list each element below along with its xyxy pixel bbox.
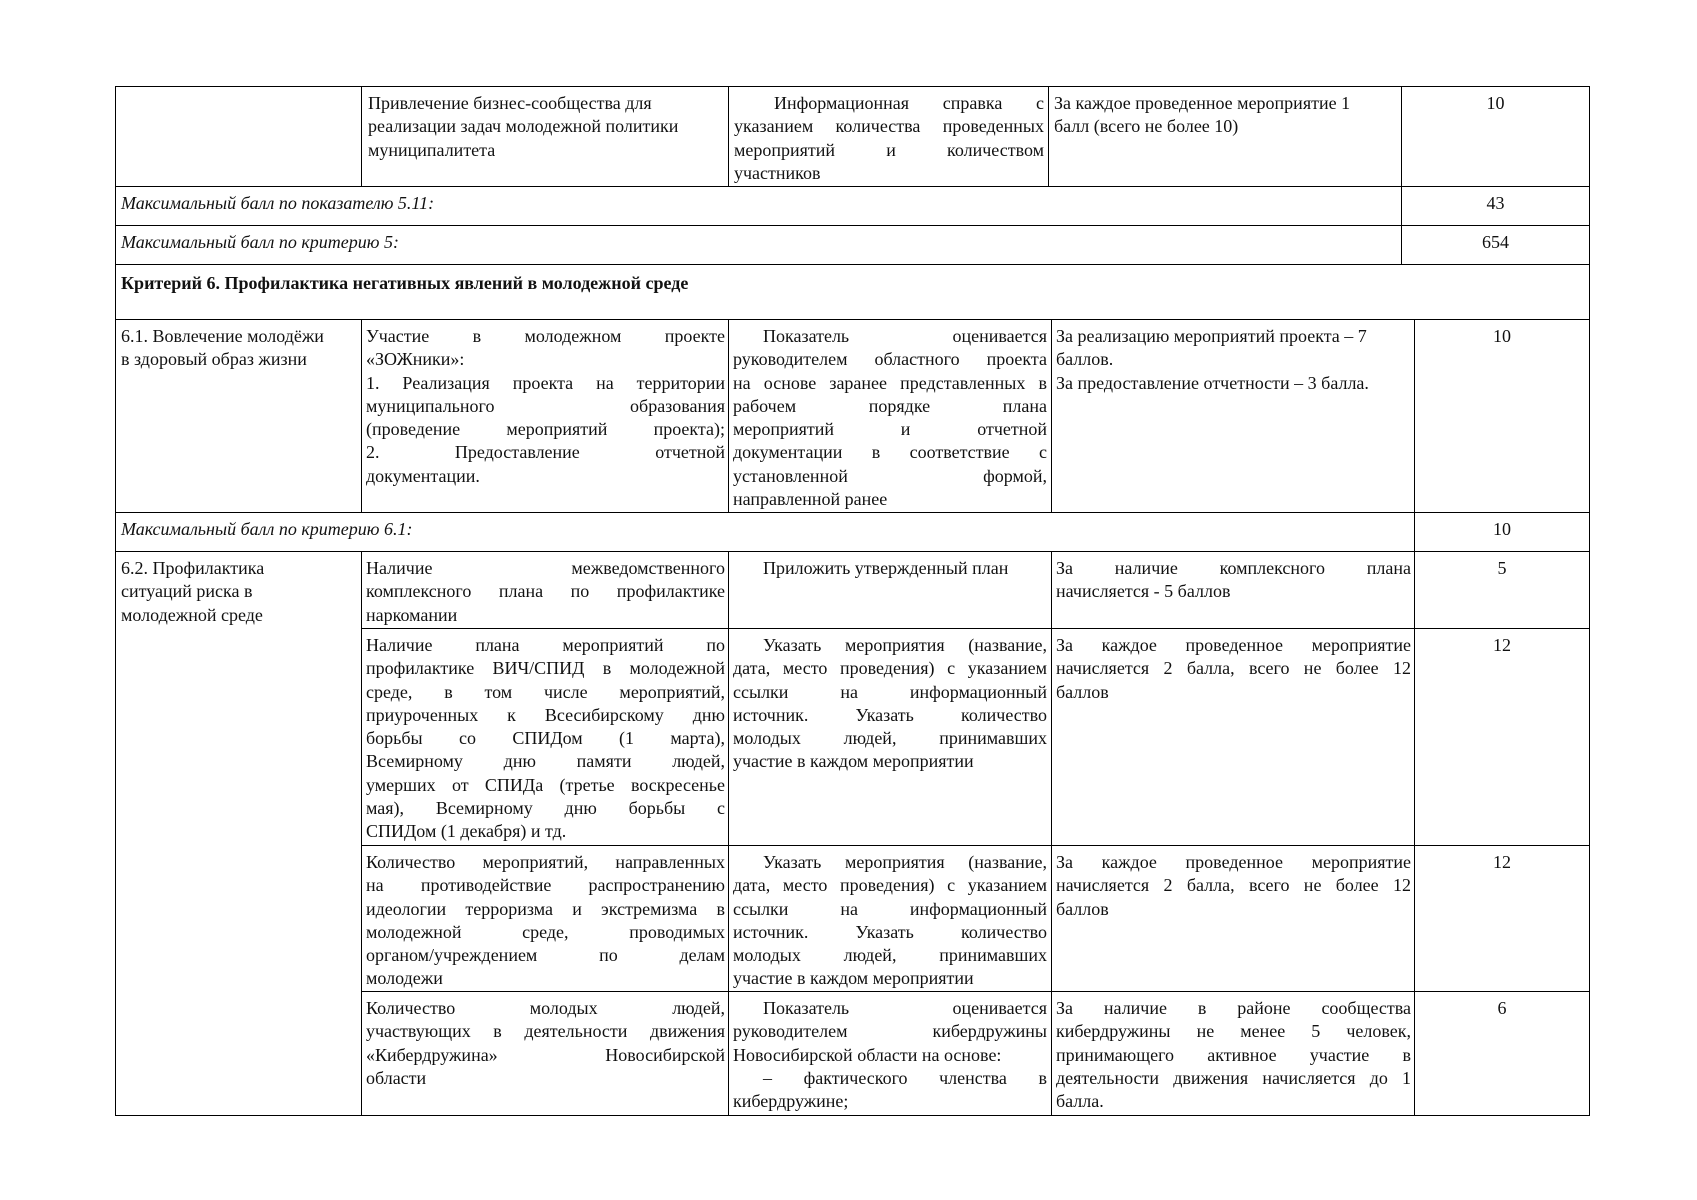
row-6-2d-indicator bbox=[366, 997, 725, 1090]
row-6-2b-doc bbox=[733, 634, 1047, 774]
text-line: указанием количества проведенных bbox=[734, 116, 1044, 137]
text-line: руководителем кибердружины bbox=[733, 1021, 1047, 1042]
row-6-2a-indicator bbox=[366, 557, 725, 627]
text-line: Новосибирской области на основе: bbox=[733, 1044, 1002, 1065]
text-line: деятельности движения начисляется до 1 bbox=[1056, 1067, 1411, 1088]
text-line: документации в соответствие с bbox=[733, 442, 1047, 463]
row-6-2-name bbox=[121, 557, 359, 627]
text-line: приуроченных к Всесибирскому дню bbox=[366, 704, 725, 725]
text-line: идеологии терроризма и экстремизма в bbox=[366, 898, 725, 919]
text-line: области bbox=[366, 1067, 427, 1088]
text-line: Наличие плана мероприятий по bbox=[366, 635, 725, 655]
text-line: муниципального образования bbox=[366, 395, 725, 416]
business-criteria bbox=[1054, 92, 1399, 139]
row-6-1-doc bbox=[733, 325, 1047, 511]
text-line: «Кибердружина» Новосибирской bbox=[366, 1044, 725, 1065]
row-6-2c-indicator bbox=[366, 851, 725, 991]
text-line: Участие в молодежном проекте bbox=[366, 326, 725, 346]
text-line: молодежной среде, проводимых bbox=[366, 921, 725, 942]
text-line: наркомании bbox=[366, 604, 458, 625]
row-6-1-name bbox=[121, 325, 359, 372]
text-line: на основе заранее представленных в bbox=[733, 372, 1047, 393]
text-line: Всемирному дню памяти людей, bbox=[366, 751, 725, 772]
text-line: «ЗОЖники»: bbox=[366, 349, 465, 370]
text-line: принимающего активное участие в bbox=[1056, 1044, 1411, 1065]
text-line: СПИДом (1 декабря) и тд. bbox=[366, 821, 567, 842]
max-score-5-11-label: Максимальный балл по показателю 5.11: bbox=[121, 193, 435, 213]
row-6-1-indicator bbox=[366, 325, 725, 488]
row-6-2c-doc bbox=[733, 851, 1047, 991]
text-line: Привлечение бизнес-сообщества для bbox=[368, 93, 652, 113]
text-line: – фактического членства в bbox=[763, 1067, 1047, 1088]
text-line: 6.1. Вовлечение молодёжи bbox=[121, 326, 324, 346]
text-line: Указать мероприятия (название, bbox=[763, 635, 1047, 655]
row-6-2d-score: 6 bbox=[1497, 998, 1507, 1018]
text-line: Количество молодых людей, bbox=[366, 998, 725, 1018]
text-line: баллов bbox=[1056, 681, 1109, 702]
text-line: (проведение мероприятий проекта); bbox=[366, 419, 725, 440]
text-line: баллов bbox=[1056, 898, 1109, 919]
text-line: балл (всего не более 10) bbox=[1054, 116, 1239, 137]
text-line: комплексного плана по профилактике bbox=[366, 581, 725, 602]
text-line: Показатель оценивается bbox=[763, 998, 1047, 1018]
text-line: органом/учреждением по делам bbox=[366, 945, 725, 966]
text-line: реализации задач молодежной политики bbox=[368, 116, 679, 137]
row-6-2a-score: 5 bbox=[1497, 558, 1507, 578]
row-6-2a-doc bbox=[733, 557, 1047, 580]
text-line: муниципалитета bbox=[368, 139, 496, 160]
text-line: Количество мероприятий, направленных bbox=[366, 852, 725, 872]
text-line: борьбы со СПИДом (1 марта), bbox=[366, 728, 725, 749]
max-score-6-1-label: Максимальный балл по критерию 6.1: bbox=[121, 519, 413, 539]
text-line: молодежи bbox=[366, 968, 443, 989]
text-line: источник. Указать количество bbox=[733, 921, 1047, 942]
text-line: баллов. bbox=[1056, 349, 1114, 370]
text-line: Информационная справка с bbox=[774, 93, 1044, 113]
text-line: на противодействие распространению bbox=[366, 875, 725, 896]
text-line: участие в каждом мероприятии bbox=[733, 968, 974, 989]
text-line: Приложить утвержденный план bbox=[763, 558, 1009, 578]
text-line: ситуаций риска в bbox=[121, 581, 253, 602]
text-line: источник. Указать количество bbox=[733, 704, 1047, 725]
text-line: начисляется 2 балла, всего не более 12 bbox=[1056, 875, 1411, 896]
text-line: установленной формой, bbox=[733, 465, 1047, 486]
text-line: балла. bbox=[1056, 1091, 1104, 1112]
text-line: участие в каждом мероприятии bbox=[733, 751, 974, 772]
row-6-2c-score: 12 bbox=[1493, 852, 1511, 872]
text-line: ссылки на информационный bbox=[733, 898, 1047, 919]
text-line: 6.2. Профилактика bbox=[121, 558, 265, 578]
row-6-2c-criteria bbox=[1056, 851, 1411, 921]
text-line: Наличие межведомственного bbox=[366, 558, 725, 578]
text-line: дата, место проведения) с указанием bbox=[733, 658, 1047, 679]
text-line: молодых людей, принимавших bbox=[733, 728, 1047, 749]
row-6-1-score: 10 bbox=[1493, 326, 1511, 346]
text-line: Показатель оценивается bbox=[763, 326, 1047, 346]
text-line: мая), Всемирному дню борьбы с bbox=[366, 798, 725, 819]
row-6-2b-indicator bbox=[366, 634, 725, 844]
text-line: За каждое проведенное мероприятие bbox=[1056, 635, 1411, 655]
row-6-1-criteria bbox=[1056, 325, 1411, 395]
text-line: дата, место проведения) с указанием bbox=[733, 875, 1047, 896]
text-line: участников bbox=[734, 162, 821, 183]
text-line: мероприятий и количеством bbox=[734, 139, 1044, 160]
text-line: кибердружины не менее 5 человек, bbox=[1056, 1021, 1411, 1042]
text-line: направленной ранее bbox=[733, 489, 888, 510]
text-line: 1. Реализация проекта на территории bbox=[366, 372, 725, 393]
max-score-5-value: 654 bbox=[1482, 232, 1509, 252]
text-line: участвующих в деятельности движения bbox=[366, 1021, 725, 1042]
text-line: За каждое проведенное мероприятие bbox=[1056, 852, 1411, 872]
row-6-2b-criteria bbox=[1056, 634, 1411, 704]
business-score: 10 bbox=[1486, 93, 1505, 113]
text-line: За предоставление отчетности – 3 балла. bbox=[1056, 372, 1369, 393]
text-line: мероприятий и отчетной bbox=[733, 419, 1047, 440]
text-line: среде, в том числе мероприятий, bbox=[366, 681, 725, 702]
text-line: ссылки на информационный bbox=[733, 681, 1047, 702]
text-line: 2. Предоставление отчетной bbox=[366, 442, 725, 463]
text-line: рабочем порядке плана bbox=[733, 395, 1047, 416]
criterion-6-title: Критерий 6. Профилактика негативных явлений в молодежной среде bbox=[121, 273, 689, 293]
text-line: документации. bbox=[366, 465, 480, 486]
text-line: профилактике ВИЧ/СПИД в молодежной bbox=[366, 658, 725, 679]
text-line: молодых людей, принимавших bbox=[733, 945, 1047, 966]
row-6-2a-criteria bbox=[1056, 557, 1411, 604]
business-indicator bbox=[368, 92, 724, 162]
text-line: умерших от СПИДа (третье воскресенье bbox=[366, 774, 725, 795]
max-score-5-label: Максимальный балл по критерию 5: bbox=[121, 232, 399, 252]
text-line: начисляется - 5 баллов bbox=[1056, 581, 1231, 602]
row-6-2d-criteria bbox=[1056, 997, 1411, 1113]
text-line: руководителем областного проекта bbox=[733, 349, 1047, 370]
text-line: начисляется 2 балла, всего не более 12 bbox=[1056, 658, 1411, 679]
text-line: За реализацию мероприятий проекта – 7 bbox=[1056, 326, 1367, 346]
text-line: в здоровый образ жизни bbox=[121, 349, 307, 370]
text-line: За наличие комплексного плана bbox=[1056, 558, 1411, 578]
text-line: молодежной среде bbox=[121, 604, 263, 625]
row-6-2b-score: 12 bbox=[1493, 635, 1511, 655]
row-6-2d-doc bbox=[733, 997, 1047, 1113]
text-line: За каждое проведенное мероприятие 1 bbox=[1054, 93, 1351, 113]
text-line: кибердружине; bbox=[733, 1091, 849, 1112]
max-score-6-1-value: 10 bbox=[1493, 519, 1511, 539]
business-doc bbox=[734, 92, 1044, 185]
text-line: Указать мероприятия (название, bbox=[763, 852, 1047, 872]
text-line: За наличие в районе сообщества bbox=[1056, 998, 1411, 1018]
max-score-5-11-value: 43 bbox=[1486, 193, 1505, 213]
